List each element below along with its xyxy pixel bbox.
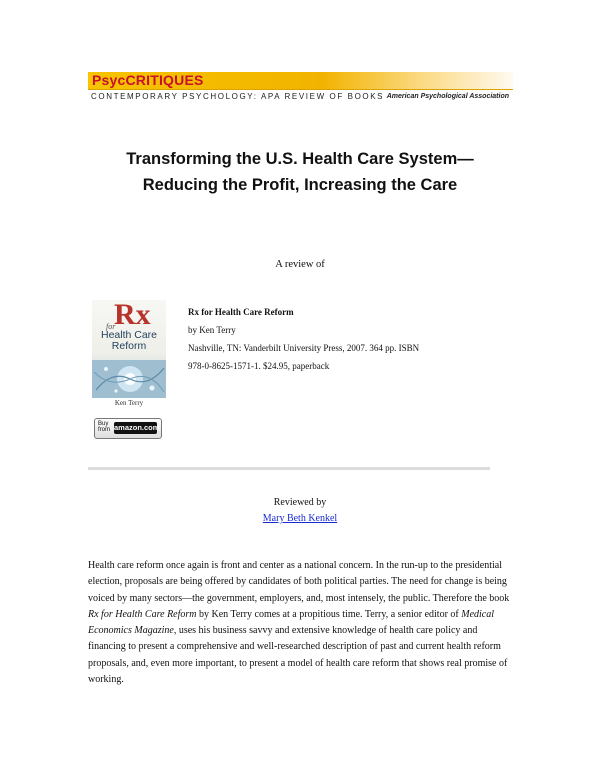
paragraph-text-2: by Ken Terry comes at a propitious time. Terry, a senior editor of: [196, 608, 462, 620]
publisher-logo: American Psychological Association: [386, 93, 509, 100]
buy-from-label: Buy from: [98, 421, 110, 433]
reviewer-block: [0, 495, 600, 527]
banner-brand-bar: [88, 72, 513, 89]
page-title: Transforming the U.S. Health Care System—Reducing the Profit, Increasing the Care: [126, 150, 474, 194]
review-body: [88, 558, 513, 688]
book-title: Rx for Health Care Reform: [188, 307, 294, 317]
book-byline: by Ken Terry: [188, 325, 236, 335]
cover-for-text: for: [106, 322, 116, 331]
banner-subtitle-bar: [88, 89, 513, 103]
brand-logo: PsycCRITIQUES: [92, 72, 204, 88]
reviewed-by-label: Reviewed by: [273, 497, 327, 508]
paragraph-text-3: , uses his business savvy and extensive knowledge of health care policy and financing to present a comprehensive and well-researched description of past and current health reform proposals, and, even more important, to present a model of health care reform that shows real promise of working.: [88, 625, 508, 686]
paragraph-text-1: Health care reform once again is front and center as a national concern. In the run-up to the presidential election, proposals are being offered by candidates of both political parties. The need for change is being voiced by many sectors—the government, employers, and, most intensely, the public. Therefore the book: [88, 560, 510, 604]
cover-art-graphic: [92, 360, 166, 398]
book-publication: Nashville, TN: Vanderbilt University Press, 2007. 364 pp. ISBN: [188, 343, 420, 353]
amazon-logo: amazon.com: [114, 423, 160, 432]
review-paragraph: [88, 558, 513, 688]
magazine-title-italic: Medical Economics Magazine: [88, 608, 495, 637]
header-banner: [88, 72, 513, 102]
banner-tagline: CONTEMPORARY PSYCHOLOGY: APA REVIEW OF BOOKS: [91, 92, 385, 101]
section-divider: [88, 467, 490, 470]
book-title-italic: Rx for Health Care Reform: [88, 608, 197, 620]
book-isbn-price: 978-0-8625-1571-1. $24.95, paperback: [188, 361, 330, 371]
cover-rx-text: Rx: [114, 300, 151, 331]
buy-from-amazon-button[interactable]: [94, 418, 162, 439]
book-cover-image: [92, 300, 166, 398]
review-of-label: A review of: [275, 259, 325, 270]
cover-title-text: Health Care Reform: [100, 329, 158, 352]
reviewer-link[interactable]: Mary Beth Kenkel: [262, 513, 338, 524]
cover-author: Ken Terry: [114, 399, 144, 407]
book-info: [188, 303, 419, 375]
